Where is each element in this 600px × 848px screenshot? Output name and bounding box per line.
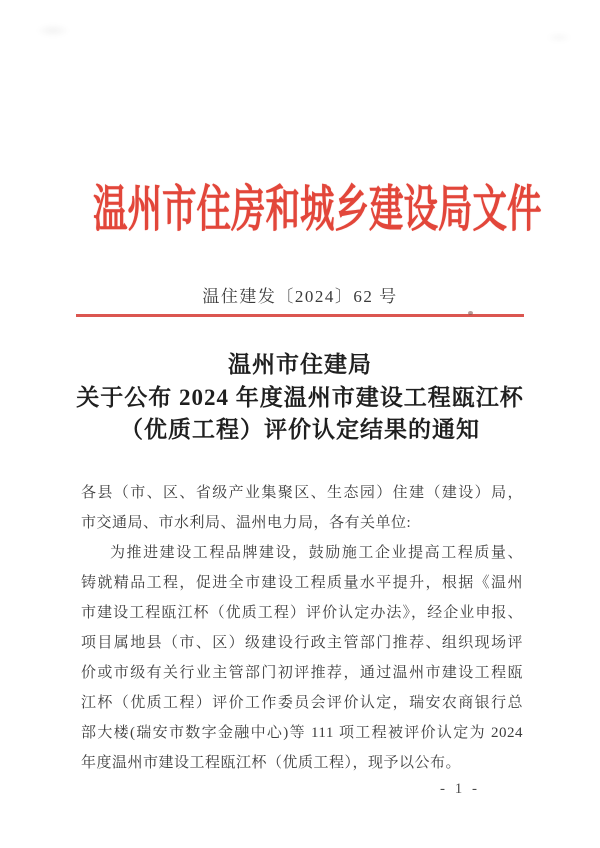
body-line: 部大楼(瑞安市数字金融中心)等 111 项工程被评价认定为 2024 (81, 725, 523, 741)
body-line: 价或市级有关行业主管部门初评推荐，通过温州市建设工程瓯 (81, 665, 523, 681)
red-divider-line (76, 314, 524, 317)
body-line: 铸就精品工程，促进全市建设工程质量水平提升，根据《温州 (81, 575, 523, 591)
document-body (0, 478, 600, 778)
body-line: 各县（市、区、省级产业集聚区、生态园）住建（建设）局， (81, 485, 523, 501)
body-line: 市建设工程瓯江杯（优质工程）评价认定办法》，经企业申报、 (81, 605, 523, 621)
body-line: 市交通局、市水利局、温州电力局，各有关单位: (81, 515, 412, 531)
page-number: - 1 - (440, 781, 480, 797)
document-title-line-1: 温州市住建局 (228, 352, 372, 377)
agency-header-title: 温州市住房和城乡建设局文件 (93, 181, 542, 237)
document-title-line-2: 关于公布 2024 年度温州市建设工程瓯江杯 (76, 384, 524, 410)
document-title-line-3: （优质工程）评价认定结果的通知 (120, 417, 480, 442)
body-line: 为推进建设工程品牌建设，鼓励施工企业提高工程质量、 (110, 545, 523, 561)
scan-artifact (468, 311, 473, 315)
scan-artifact (546, 32, 572, 43)
document-title (40, 349, 560, 447)
scan-artifact (36, 24, 70, 37)
document-number: 温住建发〔2024〕62 号 (202, 287, 398, 306)
body-line: 江杯（优质工程）评价工作委员会评价认定，瑞安农商银行总 (81, 695, 523, 711)
body-line: 年度温州市建设工程瓯江杯（优质工程），现予以公布。 (81, 755, 462, 771)
body-line: 项目属地县（市、区）级建设行政主管部门推荐、组织现场评 (81, 635, 523, 651)
